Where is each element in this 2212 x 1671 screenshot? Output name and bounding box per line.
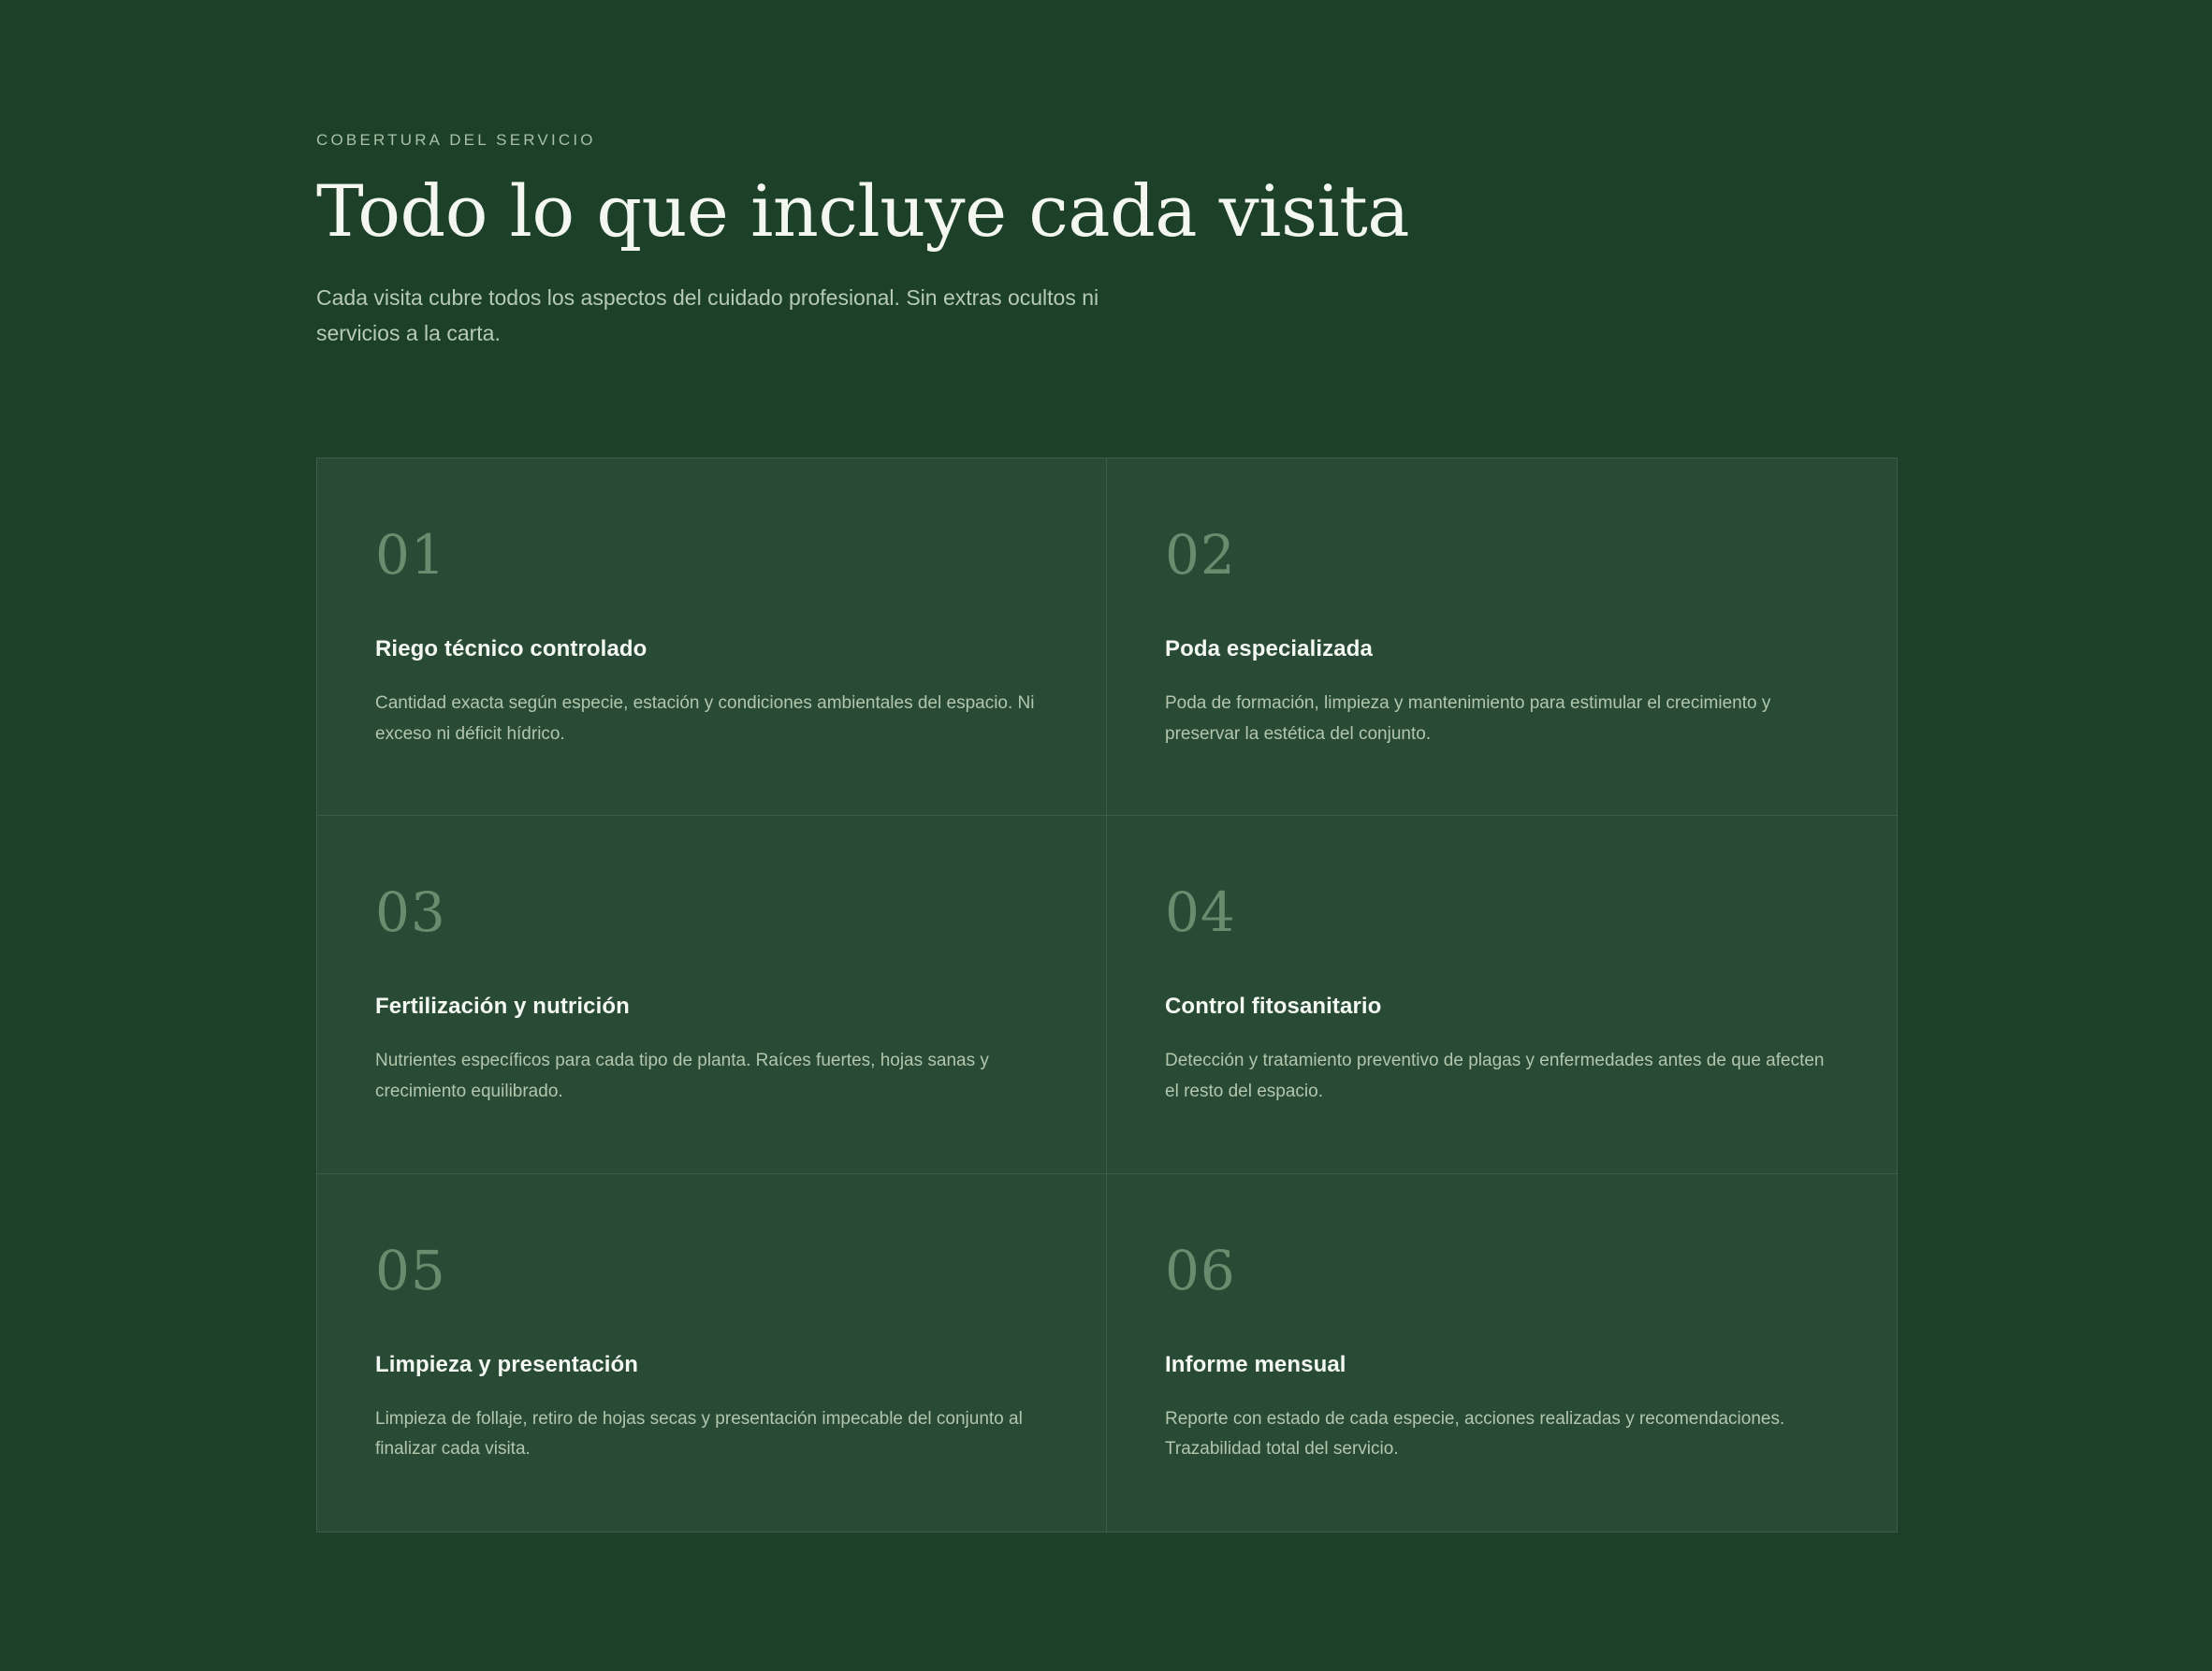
features-grid [316,458,1898,1533]
section-header [316,131,1898,352]
feature-title: Informe mensual [1165,1351,1346,1377]
feature-number: 01 [375,523,446,587]
feature-description: Limpieza de follaje, retiro de hojas secas y presentación impecable del conjunto al finalizar cada visita. [375,1408,1023,1460]
feature-description: Nutrientes específicos para cada tipo de planta. Raíces fuertes, hojas sanas y crecimiento equilibrado. [375,1051,989,1102]
feature-number: 05 [375,1238,446,1302]
feature-description: Reporte con estado de cada especie, acciones realizadas y recomendaciones. Trazabilidad total del servicio. [1165,1408,1785,1460]
feature-card-04 [1107,816,1897,1173]
feature-number: 06 [1165,1238,1236,1302]
feature-title: Fertilización y nutrición [375,994,630,1020]
feature-number: 03 [375,880,446,945]
feature-description: Poda de formación, limpieza y mantenimiento para estimular el crecimiento y preservar la estética del conjunto. [1165,693,1771,744]
feature-card-05 [317,1174,1107,1532]
feature-title: Limpieza y presentación [375,1351,639,1377]
feature-number: 04 [1165,880,1236,945]
page-title: Todo lo que incluye cada visita [316,169,1410,253]
feature-card-02 [1107,458,1897,816]
feature-card-06 [1107,1174,1897,1532]
feature-title: Poda especializada [1165,636,1373,661]
feature-card-01 [317,458,1107,816]
feature-description: Cantidad exacta según especie, estación y condiciones ambientales del espacio. Ni exceso ni déficit hídrico. [375,693,1035,744]
feature-title: Control fitosanitario [1165,994,1382,1020]
section-subheading: Cada visita cubre todos los aspectos del cuidado profesional. Sin extras ocultos ni servicios a la carta. [316,284,1099,345]
section-eyebrow: COBERTURA DEL SERVICIO [316,131,596,149]
feature-description: Detección y tratamiento preventivo de plagas y enfermedades antes de que afecten el resto del espacio. [1165,1051,1825,1102]
feature-card-03 [317,816,1107,1173]
feature-number: 02 [1165,523,1236,587]
feature-title: Riego técnico controlado [375,636,648,661]
